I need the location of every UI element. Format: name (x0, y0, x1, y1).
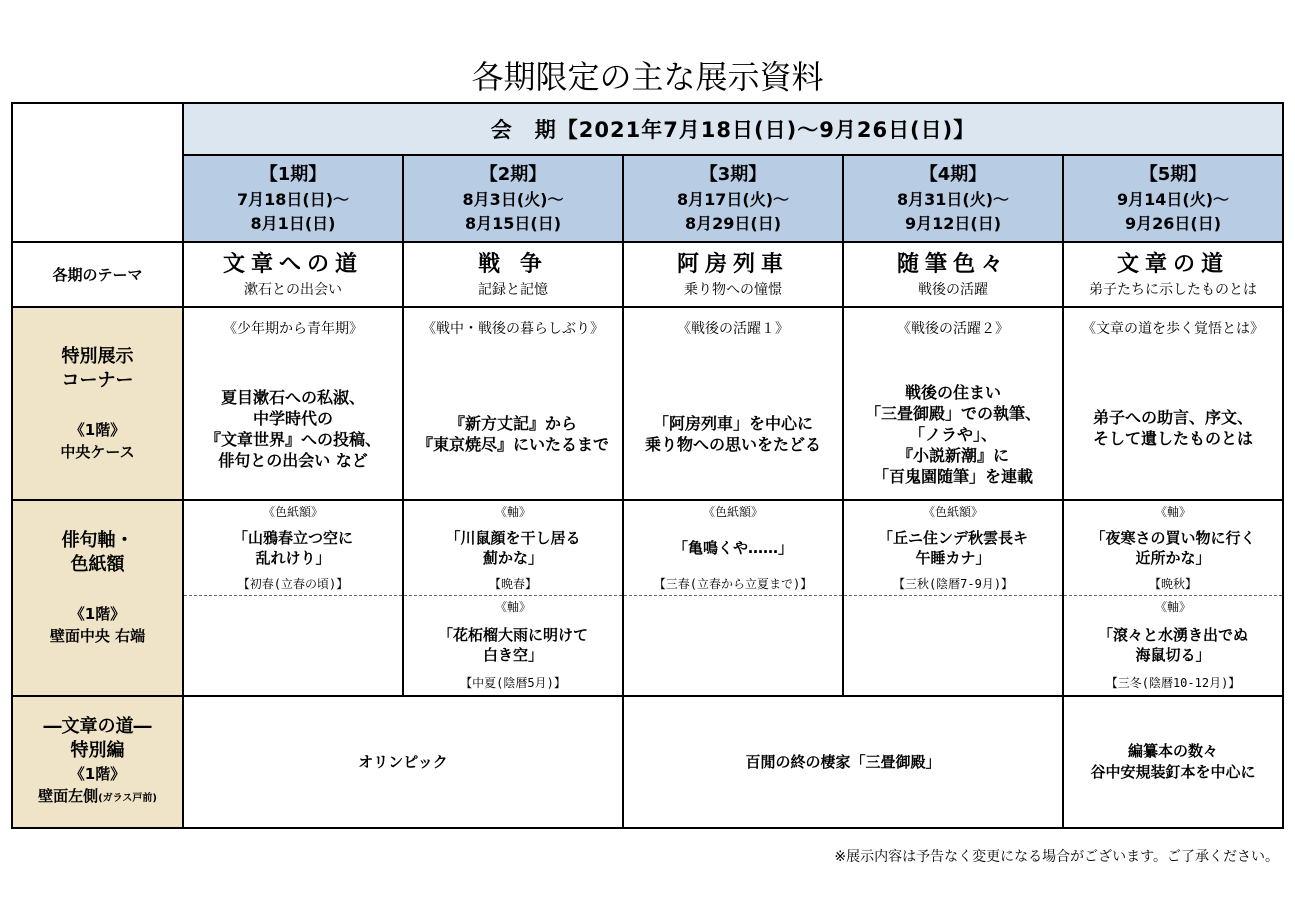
bunsho-cell-2 (623, 696, 1063, 828)
theme-cell-3 (623, 242, 843, 307)
haiku-type: 《軸》 (494, 504, 531, 519)
bunsho-text: 編纂本の数々 (1128, 742, 1219, 760)
exhibition-period-header (183, 103, 1283, 155)
row-label-text: 特別編 (70, 739, 125, 761)
haiku-text: 「丘ニ住ンデ秋雲長キ (877, 528, 1028, 547)
haiku-cell-5-top (1063, 500, 1283, 595)
haiku-season: 【晩秋】 (1149, 576, 1198, 591)
location-label (13, 785, 182, 810)
haiku-cell-5-bottom (1063, 595, 1283, 696)
haiku-text: 海鼠切る」 (1135, 646, 1211, 665)
haiku-text: 午睡カナ」 (915, 548, 991, 567)
theme-row (12, 242, 1283, 307)
location-note: (ガラス戸前) (98, 792, 157, 804)
row-label-text: ―文章の道― (43, 715, 152, 737)
period-number: 【1期】 (259, 163, 327, 185)
haiku-cell-4-top (843, 500, 1063, 595)
special-subtitle: 《戦後の活躍１》 (677, 320, 789, 337)
period-start: 8月3日(火)～ (462, 189, 564, 209)
bunsho-label (12, 696, 183, 828)
row-label-text: 色紙額 (70, 554, 125, 575)
theme-title: 戦 争 (478, 251, 548, 277)
theme-title: 随筆色々 (896, 251, 1009, 277)
period-start: 7月18日(日)～ (236, 189, 350, 209)
period-header-3 (623, 155, 843, 242)
special-subtitle: 《少年期から青年期》 (223, 320, 363, 337)
haiku-text: 「夜寒さの買い物に行く (1090, 528, 1256, 547)
special-text: 『新方丈記』から (448, 413, 577, 433)
theme-cell-2 (403, 242, 623, 307)
location-label: 壁面中央 右端 (49, 627, 146, 645)
period-start: 8月31日(火)～ (896, 189, 1010, 209)
haiku-text: 「山鴉春立つ空に (232, 528, 353, 547)
special-exhibit-label (12, 307, 183, 500)
bunsho-cell-1 (183, 696, 623, 828)
period-start: 8月17日(火)～ (676, 189, 790, 209)
special-text: 俳句との出会い など (218, 450, 368, 470)
haiku-season: 【中夏(陰暦5月)】 (460, 676, 566, 691)
haiku-season: 【三春(立春から立夏まで)】 (653, 576, 813, 591)
bunsho-text: 百閒の終の棲家「三畳御殿」 (745, 752, 941, 771)
row-label-text: 特別展示 (61, 345, 134, 367)
row-label-text: 俳句軸・ (61, 530, 134, 551)
haiku-label (12, 500, 183, 696)
period-header-5 (1063, 155, 1283, 242)
exhibition-period-text: 会 期【2021年7月18日(日)～9月26日(日)】 (490, 118, 976, 142)
theme-title: 文章の道 (1117, 251, 1230, 277)
haiku-season: 【晩春】 (488, 576, 537, 591)
special-text: そして遺したものとは (1093, 428, 1254, 448)
special-text: 「三畳御殿」での執筆、 (864, 403, 1041, 423)
period-number: 【2期】 (479, 163, 547, 185)
special-cell-1 (183, 307, 403, 500)
haiku-type: 《軸》 (1155, 504, 1192, 519)
page-title: 各期限定の主な展示資料 (471, 58, 824, 96)
haiku-season: 【三冬(陰暦10-12月)】 (1105, 676, 1241, 691)
haiku-type: 《色紙額》 (702, 504, 763, 519)
haiku-season: 【初春(立春の頃)】 (237, 576, 349, 591)
period-number: 【4期】 (919, 163, 987, 185)
theme-subtitle: 記録と記憶 (478, 281, 548, 298)
theme-cell-5 (1063, 242, 1283, 307)
theme-title: 阿房列車 (676, 251, 789, 277)
haiku-cell-1-bottom (183, 595, 403, 696)
corner-cell (12, 103, 183, 242)
period-end: 9月26日(日) (1125, 213, 1222, 233)
row-label-text: 各期のテーマ (52, 265, 143, 284)
haiku-text: 「川鼠顔を干し居る (445, 528, 581, 547)
theme-cell-1 (183, 242, 403, 307)
period-row (12, 155, 1283, 242)
period-number: 【3期】 (699, 163, 767, 185)
period-header-2 (403, 155, 623, 242)
special-text: 「ノラや」、 (908, 424, 997, 444)
special-text: 夏目漱石への私淑、 (220, 387, 365, 407)
haiku-cell-4-bottom (843, 595, 1063, 696)
haiku-cell-2-top (403, 500, 623, 595)
haiku-row-top (12, 500, 1283, 595)
floor-label: 《1階》 (69, 764, 126, 783)
special-text: 『文章世界』への投稿、 (204, 429, 381, 449)
theme-subtitle: 戦後の活躍 (918, 281, 988, 298)
special-text: 「百鬼園随筆」を連載 (872, 466, 1033, 486)
special-text: 『東京焼尽』にいたるまで (416, 434, 609, 454)
special-exhibit-row (12, 307, 1283, 500)
special-text: 戦後の住まい (904, 382, 1001, 402)
special-cell-5 (1063, 307, 1283, 500)
haiku-type: 《軸》 (494, 600, 531, 615)
haiku-cell-2-bottom (403, 595, 623, 696)
bunsho-cell-3 (1063, 696, 1283, 828)
haiku-text: 「滾々と水湧き出でぬ (1098, 626, 1249, 645)
special-subtitle: 《文章の道を歩く覚悟とは》 (1082, 320, 1265, 337)
special-subtitle: 《戦後の活躍２》 (897, 320, 1009, 337)
haiku-text: 「亀鳴くや……」 (672, 538, 793, 557)
special-cell-2 (403, 307, 623, 500)
period-header-1 (183, 155, 403, 242)
special-text: 弟子への助言、序文、 (1093, 407, 1254, 427)
location-text: 壁面左側 (38, 786, 99, 805)
period-end: 8月29日(日) (684, 213, 782, 233)
theme-row-label (12, 242, 183, 307)
period-number: 【5期】 (1139, 163, 1207, 185)
bunsho-row (12, 696, 1283, 828)
special-cell-3 (623, 307, 843, 500)
haiku-text: 乱れけり」 (255, 548, 331, 567)
special-cell-4 (843, 307, 1063, 500)
theme-cell-4 (843, 242, 1063, 307)
haiku-type: 《色紙額》 (262, 504, 323, 519)
haiku-text: 近所かな」 (1135, 548, 1211, 567)
haiku-row-bottom (12, 595, 1283, 696)
schedule-table (11, 102, 1284, 829)
floor-label: 《1階》 (69, 605, 126, 623)
special-text: 中学時代の (252, 408, 333, 428)
haiku-cell-1-top (183, 500, 403, 595)
theme-subtitle: 乗り物への憧憬 (684, 281, 782, 298)
haiku-text: 「花柘榴大雨に明けて (437, 626, 588, 645)
floor-label: 《1階》 (69, 420, 126, 439)
haiku-cell-3-bottom (623, 595, 843, 696)
period-end: 8月1日(日) (250, 213, 336, 233)
period-header-4 (843, 155, 1063, 242)
period-end: 9月12日(日) (904, 213, 1002, 233)
special-subtitle: 《戦中・戦後の暮らしぶり》 (422, 320, 604, 337)
haiku-season: 【三秋(陰暦7-9月)】 (892, 576, 1014, 591)
period-start: 9月14日(火)～ (1117, 189, 1230, 209)
haiku-cell-3-top (623, 500, 843, 595)
special-text: 『小説新潮』に (896, 445, 1009, 465)
special-text: 「阿房列車」を中心に (652, 413, 813, 433)
bunsho-text: 谷中安規装釘本を中心に (1090, 763, 1256, 781)
haiku-type: 《色紙額》 (922, 504, 983, 519)
footnote: ※展示内容は予告なく変更になる場合がございます。ご了承ください。 (834, 849, 1279, 865)
haiku-text: 白き空」 (482, 646, 543, 665)
bunsho-text: オリンピック (358, 752, 448, 771)
theme-subtitle: 漱石との出会い (244, 281, 342, 298)
special-text: 乗り物への思いをたどる (644, 434, 821, 454)
haiku-type: 《軸》 (1155, 600, 1192, 615)
location-label: 中央ケース (60, 442, 135, 461)
period-end: 8月15日(日) (464, 213, 562, 233)
theme-title: 文章への道 (222, 251, 363, 277)
haiku-text: 薊かな」 (482, 548, 543, 567)
row-label-text: コーナー (61, 369, 134, 391)
theme-subtitle: 弟子たちに示したものとは (1089, 281, 1258, 298)
